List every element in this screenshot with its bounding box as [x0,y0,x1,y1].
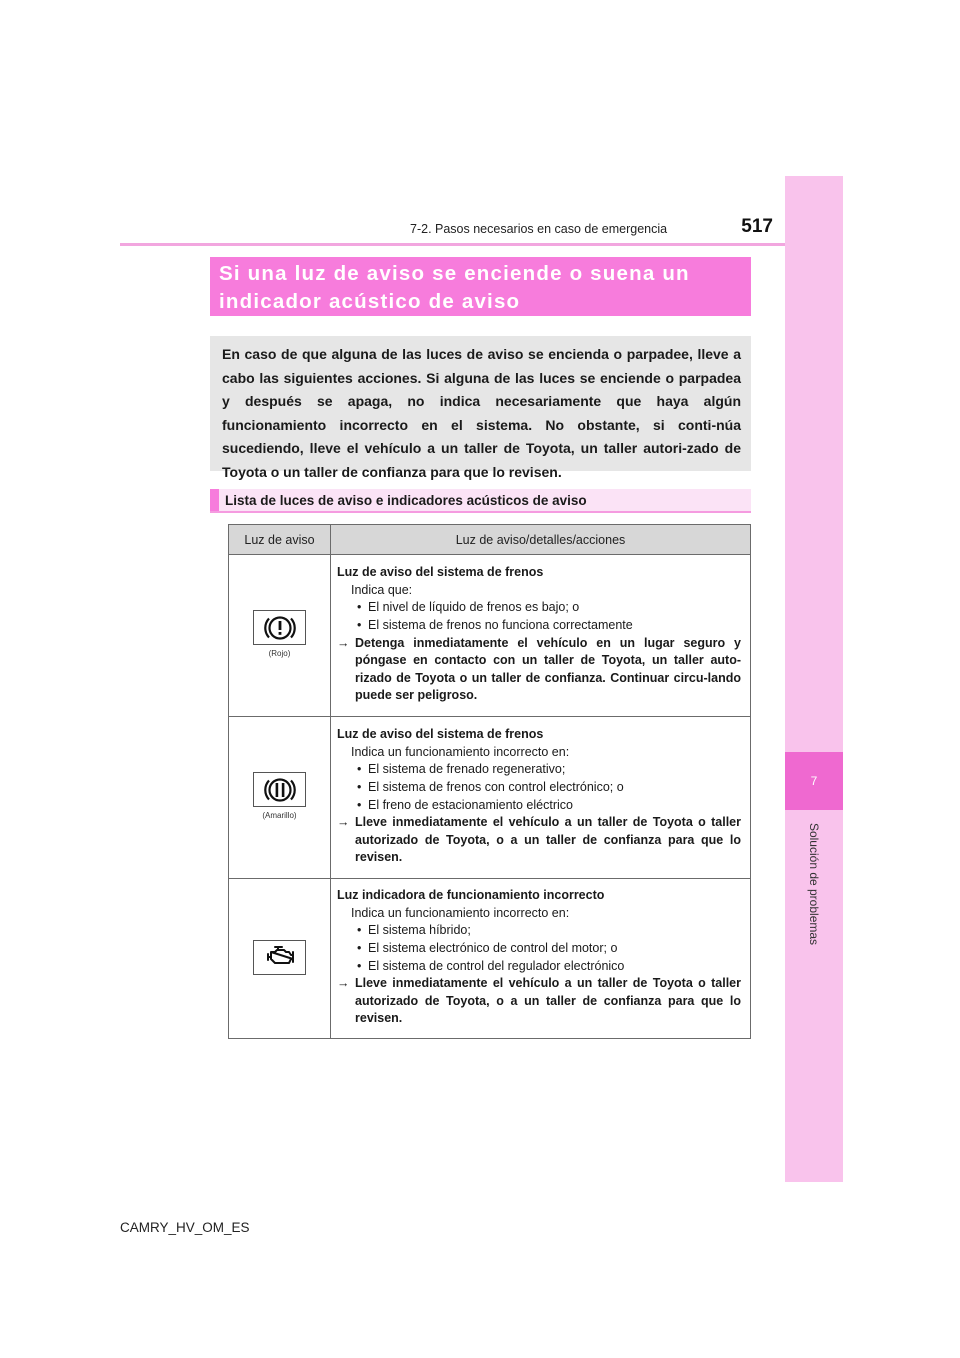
light-action: → Lleve inmediatamente el vehículo a un taller de Toyota o taller autorizado de Toyota, o a un taller de confianza para que lo revisen. [337,976,741,1026]
light-lead: Indica un funcionamiento incorrecto en: [351,905,570,920]
list-item: • El sistema de frenos con control electrónico; o [357,779,624,794]
arrow-icon: → [337,635,350,650]
list-item: • El nivel de líquido de frenos es bajo; o [357,600,580,615]
warning-lights-table [228,524,751,1039]
light-action: → Detenga inmediatamente el vehículo en un lugar seguro y póngase en contacto con un taller de Toyota, un taller auto-rizado de Toyota o un taller de confianza. Continuar circu-lando puede ser peligroso. [337,635,741,703]
page-number: 517 [741,216,773,237]
brake-system-icon [253,772,306,807]
chapter-side-tab [785,176,843,1182]
brake-warning-icon [253,610,306,645]
icon-cell [229,717,331,879]
page-title [210,257,751,316]
chapter-number: 7 [785,752,843,810]
details-cell [331,879,751,1039]
icon-cell [229,555,331,717]
col-header-details: Luz de aviso/detalles/acciones [331,525,751,555]
document-code: CAMRY_HV_OM_ES [120,1220,250,1235]
page-header [120,215,785,243]
subheading-text: Lista de luces de aviso e indicadores acústicos de aviso [225,493,587,508]
table-header-row [229,525,751,555]
details-cell [331,717,751,879]
engine-check-icon [253,940,306,975]
title-line-1: Si una luz de aviso se enciende o suena un [219,262,690,285]
arrow-icon: → [337,815,350,830]
icon-caption: (Rojo) [268,649,291,658]
intro-text: En caso de que alguna de las luces de aviso se encienda o parpadee, lleve a cabo las siguientes acciones. Si alguna de las luces se enciende o parpadea y después se apaga, no indica necesariamente que haya algún funcionamiento incorrecto en el sistema. No obstante, si conti-núa sucediendo, lleve el vehículo a un taller de Toyota, un taller autori-zado de Toyota o un taller de confianza para que lo revisen. [210,336,751,471]
light-title: Luz de aviso del sistema de frenos [337,727,544,742]
subheading-bar [210,489,219,511]
chapter-label: Solución de problemas [807,822,821,946]
details-cell [331,555,751,717]
arrow-icon: → [337,976,350,991]
table-row [229,879,751,1039]
light-title: Luz indicadora de funcionamiento incorrecto [337,888,605,903]
list-item: • El sistema de frenos no funciona correctamente [357,617,633,632]
col-header-light: Luz de aviso [229,525,331,555]
icon-caption: (Amarillo) [262,811,297,820]
light-lead: Indica un funcionamiento incorrecto en: [351,744,570,759]
list-item: • El sistema de frenado regenerativo; [357,762,566,777]
list-item: • El sistema híbrido; [357,923,471,938]
table-row [229,555,751,717]
light-lead: Indica que: [351,582,413,597]
light-action: → Lleve inmediatamente el vehículo a un taller de Toyota o taller autorizado de Toyota, o a un taller de confianza para que lo revisen. [337,815,741,865]
section-title: 7-2. Pasos necesarios en caso de emergencia [410,222,668,236]
list-item: • El sistema de control del regulador electrónico [357,958,625,973]
title-line-2: indicador acústico de aviso [219,290,521,313]
icon-cell [229,879,331,1039]
subheading [210,489,751,513]
light-title: Luz de aviso del sistema de frenos [337,565,544,580]
table-row [229,717,751,879]
list-item: • El freno de estacionamiento eléctrico [357,797,573,812]
header-divider [120,243,785,246]
list-item: • El sistema electrónico de control del motor; o [357,940,618,955]
